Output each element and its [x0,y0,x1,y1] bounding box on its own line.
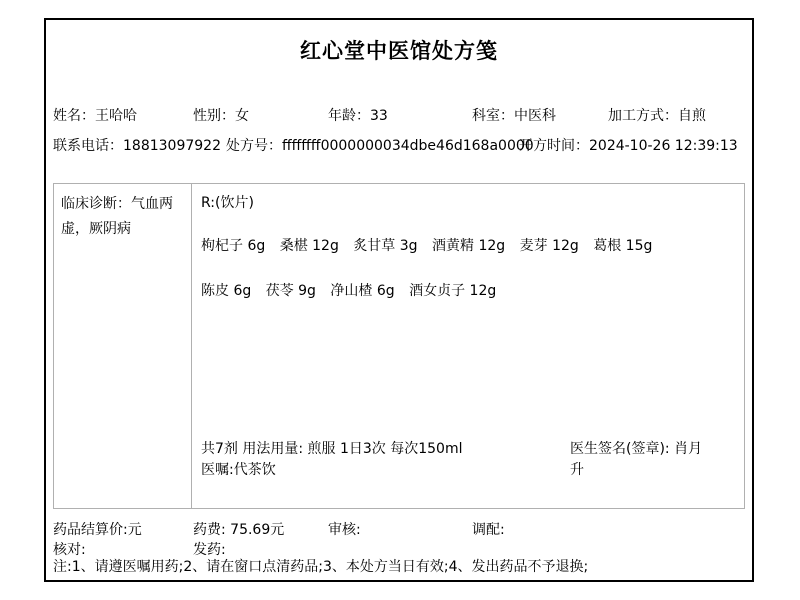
rx-area [192,184,744,508]
prepare-field: 调配: [472,522,505,538]
issue-time-label: 开方时间： [519,138,589,154]
prescription-sheet [44,18,754,582]
field-gender [193,108,249,124]
prescription-body [53,183,745,509]
herb-item: 葛根 15g [593,238,653,254]
prescription-no-value: ffffffff0000000034dbe46d168a0000 [282,138,534,154]
herb-item: 酒黄精 12g [432,238,506,254]
check-field: 核对: [53,542,86,558]
herb-item: 陈皮 6g [201,283,252,299]
prescription-no-label: 处方号： [226,138,282,154]
issue-time-value: 2024-10-26 12:39:13 [589,138,738,154]
field-patient-name [53,108,137,124]
department-label: 科室： [472,108,514,124]
phone-label: 联系电话： [53,138,123,154]
field-age [328,108,388,124]
field-phone [53,138,221,154]
herb-item: 麦芽 12g [519,238,579,254]
gender-label: 性别： [193,108,235,124]
phone-value: 18813097922 [123,138,221,154]
usage-block [201,439,463,481]
rx-header: R:(饮片) [201,195,254,211]
doctor-advice-line: 医嘱:代茶饮 [201,462,276,478]
clinical-diagnosis-label: 临床诊断： [61,196,131,212]
page-title: 红心堂中医馆处方笺 [300,39,498,63]
age-label: 年龄： [328,108,370,124]
doctor-signature: 医生签名(签章): 肖月升 [570,441,703,478]
processing-method-label: 加工方式： [608,108,678,124]
age-value: 33 [370,108,388,124]
clinical-diagnosis [54,184,192,508]
department-value: 中医科 [514,108,556,124]
dispense-field: 发药: [193,542,226,558]
field-department [472,108,556,124]
patient-name-label: 姓名： [53,108,95,124]
herb-item: 茯苓 9g [265,283,316,299]
herb-item: 酒女贞子 12g [409,283,497,299]
note-line: 注:1、请遵医嘱用药;2、请在窗口点清药品;3、本处方当日有效;4、发出药品不予退换; [53,559,589,575]
field-processing-method [608,108,706,124]
herb-item: 炙甘草 3g [353,238,418,254]
field-issue-time [519,138,738,154]
herb-list [201,224,726,314]
settle-price-field: 药品结算价:元 [53,522,142,538]
usage-line: 共7剂 用法用量: 煎服 1日3次 每次150ml [201,441,463,457]
clinical-diagnosis-value: 气血两虚，厥阴病 [61,196,173,237]
field-prescription-no [226,138,534,154]
herb-item: 枸杞子 6g [201,238,266,254]
gender-value: 女 [235,108,249,124]
review-field: 审核: [328,522,361,538]
fee-field: 药费: 75.69元 [193,522,285,538]
processing-method-value: 自煎 [678,108,706,124]
herb-item: 净山楂 6g [330,283,395,299]
herb-item: 桑椹 12g [279,238,339,254]
patient-name-value: 王哈哈 [95,108,137,124]
